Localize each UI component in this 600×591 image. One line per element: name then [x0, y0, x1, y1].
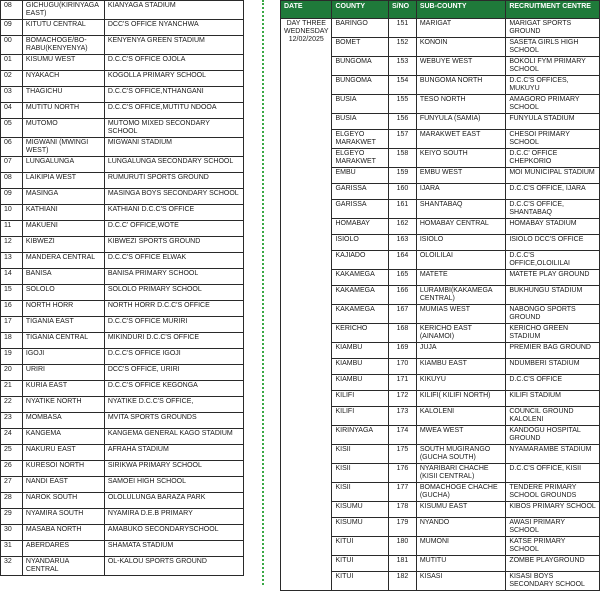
sub-county-cell: MUMONI	[416, 537, 505, 556]
serial-number-cell: 172	[389, 391, 417, 407]
sub-county-cell: EMBU WEST	[416, 168, 505, 184]
recruitment-centre-cell: KIBOS PRIMARY SCHOOL	[506, 502, 600, 518]
recruitment-centre-cell: KERICHO GREEN STADIUM	[506, 324, 600, 343]
sub-county-cell: KITUTU CENTRAL	[22, 20, 104, 36]
table-row	[1, 20, 244, 36]
sub-county-cell: BANISA	[22, 269, 104, 285]
recruitment-centre-cell: MVITA SPORTS GROUNDS	[104, 413, 243, 429]
sub-county-cell: NYARIBARI CHACHE (KISII CENTRAL)	[416, 464, 505, 483]
page-divider	[262, 0, 264, 585]
table-row	[1, 221, 244, 237]
recruitment-centre-cell: D.C.C'S OFFICE,OLOILILAI	[506, 251, 600, 270]
recruitment-centre-cell: MIKINDURI D.C.C'S OFFICE	[104, 333, 243, 349]
sub-county-cell: MIGWANI (MWINGI WEST)	[22, 138, 104, 157]
sub-county-cell: KIKUYU	[416, 375, 505, 391]
row-number: 17	[1, 317, 23, 333]
sub-county-cell: URIRI	[22, 365, 104, 381]
sub-county-cell: TIGANIA EAST	[22, 317, 104, 333]
row-number: 13	[1, 253, 23, 269]
sub-county-cell: IGOJI	[22, 349, 104, 365]
recruitment-centre-cell: NYAMIRA D.E.B PRIMARY	[104, 509, 243, 525]
sub-county-cell: NANDI EAST	[22, 477, 104, 493]
recruitment-centre-cell: OLOLULUNGA BARAZA PARK	[104, 493, 243, 509]
table-row	[1, 381, 244, 397]
row-number: 01	[1, 55, 23, 71]
recruitment-centre-cell: AFRAHA STADIUM	[104, 445, 243, 461]
sub-county-cell: MASABA NORTH	[22, 525, 104, 541]
row-number: 26	[1, 461, 23, 477]
recruitment-centre-cell: KILIFI STADIUM	[506, 391, 600, 407]
recruitment-centre-cell: D.C.C'S OFFICE ELWAK	[104, 253, 243, 269]
recruitment-centre-cell: MIGWANI STADIUM	[104, 138, 243, 157]
row-number: 31	[1, 541, 23, 557]
table-row	[1, 541, 244, 557]
recruitment-centre-cell: ISIOLO DCC'S OFFICE	[506, 235, 600, 251]
serial-number-cell: 154	[389, 76, 417, 95]
recruitment-centre-cell: SOLOLO PRIMARY SCHOOL	[104, 285, 243, 301]
row-number: 15	[1, 285, 23, 301]
recruitment-centre-cell: D.C.C'S OFFICE IGOJI	[104, 349, 243, 365]
recruitment-centre-cell: BANISA PRIMARY SCHOOL	[104, 269, 243, 285]
table-row	[1, 1, 244, 20]
county-cell: ELGEYO MARAKWET	[332, 149, 389, 168]
sub-county-cell: KISASI	[416, 572, 505, 591]
table-row	[1, 333, 244, 349]
recruitment-centre-cell: KIANYAGA STADIUM	[104, 1, 243, 20]
table-row	[1, 237, 244, 253]
recruitment-centre-cell: D.C.C'S OFFICE, SHANTABAQ	[506, 200, 600, 219]
table-row	[1, 461, 244, 477]
sub-county-cell: MOMBASA	[22, 413, 104, 429]
sub-county-cell: FUNYULA (SAMIA)	[416, 114, 505, 130]
table-row	[1, 55, 244, 71]
county-cell: KAKAMEGA	[332, 270, 389, 286]
recruitment-centre-cell: ZOMBE PLAYGROUND	[506, 556, 600, 572]
recruitment-centre-cell: KOGOLLA PRIMARY SCHOOL	[104, 71, 243, 87]
table-row	[1, 87, 244, 103]
county-cell: KISII	[332, 483, 389, 502]
recruitment-centre-cell: BUKHUNGU STADIUM	[506, 286, 600, 305]
county-cell: ELGEYO MARAKWET	[332, 130, 389, 149]
table-row	[1, 413, 244, 429]
row-number: 00	[1, 36, 23, 55]
table-row	[1, 205, 244, 221]
county-cell: KISUMU	[332, 502, 389, 518]
county-cell: KIRINYAGA	[332, 426, 389, 445]
sub-county-cell: GICHUGU(KIRINYAGA EAST)	[22, 1, 104, 20]
row-number: 10	[1, 205, 23, 221]
recruitment-centre-cell: OL-KALOU SPORTS GROUND	[104, 557, 243, 576]
county-cell: KILIFI	[332, 391, 389, 407]
sub-county-cell: NYANDO	[416, 518, 505, 537]
sub-county-cell: BOMACHOGE CHACHE (GUCHA)	[416, 483, 505, 502]
county-cell: KAJIADO	[332, 251, 389, 270]
recruitment-centre-cell: KATHIANI D.C.C'S OFFICE	[104, 205, 243, 221]
recruitment-centre-cell: D.C.C'S OFFICES, MUKUYU	[506, 76, 600, 95]
recruitment-centre-cell: SHAMATA STADIUM	[104, 541, 243, 557]
sub-county-cell: KATHIANI	[22, 205, 104, 221]
sub-county-cell: MARAKWET EAST	[416, 130, 505, 149]
recruitment-centre-cell: HOMABAY STADIUM	[506, 219, 600, 235]
sub-county-cell: BOMACHOGE/BO-RABU(KENYENYA)	[22, 36, 104, 55]
sub-county-cell: KALOLENI	[416, 407, 505, 426]
county-cell: GARISSA	[332, 200, 389, 219]
recruitment-centre-cell: D.C.C'S OFFICE,MUTITU NDOOA	[104, 103, 243, 119]
sub-county-cell: NYAKACH	[22, 71, 104, 87]
table-header-row	[281, 1, 600, 19]
recruitment-centre-cell: MATETE PLAY GROUND	[506, 270, 600, 286]
serial-number-cell: 181	[389, 556, 417, 572]
serial-number-cell: 177	[389, 483, 417, 502]
recruitment-centre-cell: D.C.C' OFFICE,WOTE	[104, 221, 243, 237]
row-number: 14	[1, 269, 23, 285]
serial-number-cell: 151	[389, 19, 417, 38]
recruitment-centre-cell: KENYENYA GREEN STADIUM	[104, 36, 243, 55]
table-row	[1, 189, 244, 205]
recruitment-centre-cell: KANDOGU HOSPITAL GROUND	[506, 426, 600, 445]
county-cell: KITUI	[332, 537, 389, 556]
recruitment-centre-cell: D.C.C'S OFFICE, KISII	[506, 464, 600, 483]
row-number: 09	[1, 189, 23, 205]
table-row	[1, 173, 244, 189]
sub-county-cell: NAROK SOUTH	[22, 493, 104, 509]
header-sno: S/NO	[389, 1, 417, 19]
row-number: 07	[1, 157, 23, 173]
sub-county-cell: HOMABAY CENTRAL	[416, 219, 505, 235]
sub-county-cell: ABERDARES	[22, 541, 104, 557]
serial-number-cell: 159	[389, 168, 417, 184]
serial-number-cell: 169	[389, 343, 417, 359]
sub-county-cell: MATETE	[416, 270, 505, 286]
recruitment-centre-cell: KANGEMA GENERAL KAGO STADIUM	[104, 429, 243, 445]
recruitment-centre-cell: FUNYULA STADIUM	[506, 114, 600, 130]
sub-county-cell: SHANTABAQ	[416, 200, 505, 219]
header-sub-county: SUB-COUNTY	[416, 1, 505, 19]
county-cell: EMBU	[332, 168, 389, 184]
sub-county-cell: SOLOLO	[22, 285, 104, 301]
recruitment-centre-cell: KIBWEZI SPORTS GROUND	[104, 237, 243, 253]
sub-county-cell: TIGANIA CENTRAL	[22, 333, 104, 349]
sub-county-cell: MAKUENI	[22, 221, 104, 237]
left-table-panel	[0, 0, 244, 576]
county-cell: KIAMBU	[332, 359, 389, 375]
serial-number-cell: 167	[389, 305, 417, 324]
recruitment-centre-cell: LUNGALUNGA SECONDARY SCHOOL	[104, 157, 243, 173]
row-number: 20	[1, 365, 23, 381]
table-row	[1, 509, 244, 525]
recruitment-centre-cell: RUMURUTI SPORTS GROUND	[104, 173, 243, 189]
serial-number-cell: 176	[389, 464, 417, 483]
serial-number-cell: 152	[389, 38, 417, 57]
sub-county-cell: OLOILILAI	[416, 251, 505, 270]
sub-county-cell: KURIA EAST	[22, 381, 104, 397]
table-row	[1, 365, 244, 381]
serial-number-cell: 174	[389, 426, 417, 445]
table-row	[1, 557, 244, 576]
serial-number-cell: 162	[389, 219, 417, 235]
county-cell: KISUMU	[332, 518, 389, 537]
table-row	[1, 493, 244, 509]
row-number: 22	[1, 397, 23, 413]
sub-county-cell: TESO NORTH	[416, 95, 505, 114]
table-row	[1, 71, 244, 87]
recruitment-centre-cell: BOKOLI FYM PRIMARY SCHOOL	[506, 57, 600, 76]
row-number: 18	[1, 333, 23, 349]
sub-county-cell: KIAMBU EAST	[416, 359, 505, 375]
county-cell: KITUI	[332, 556, 389, 572]
serial-number-cell: 157	[389, 130, 417, 149]
sub-county-cell: KURESOI NORTH	[22, 461, 104, 477]
recruitment-centre-cell: NYATIKE D.C.C'S OFFICE,	[104, 397, 243, 413]
sub-county-cell: NYAMIRA SOUTH	[22, 509, 104, 525]
recruitment-centre-cell: MASINGA BOYS SECONDARY SCHOOL	[104, 189, 243, 205]
sub-county-cell: KANGEMA	[22, 429, 104, 445]
serial-number-cell: 173	[389, 407, 417, 426]
sub-county-cell: SOUTH MUGIRANGO (GUCHA SOUTH)	[416, 445, 505, 464]
county-cell: ISIOLO	[332, 235, 389, 251]
header-recruitment-centre: RECRUITMENT CENTRE	[506, 1, 600, 19]
sub-county-cell: MUMIAS WEST	[416, 305, 505, 324]
county-cell: KISII	[332, 464, 389, 483]
sub-county-cell: LAIKIPIA WEST	[22, 173, 104, 189]
table-row	[1, 397, 244, 413]
serial-number-cell: 182	[389, 572, 417, 591]
header-date: DATE	[281, 1, 332, 19]
sub-county-cell: NYATIKE NORTH	[22, 397, 104, 413]
row-number: 06	[1, 138, 23, 157]
row-number: 03	[1, 87, 23, 103]
recruitment-centre-cell: D.C.C'S OFFICE	[506, 375, 600, 391]
county-cell: KAKAMEGA	[332, 286, 389, 305]
recruitment-centre-cell: MOI MUNICIPAL STADIUM	[506, 168, 600, 184]
serial-number-cell: 166	[389, 286, 417, 305]
recruitment-centre-cell: TENDERE PRIMARY SCHOOL GROUNDS	[506, 483, 600, 502]
recruitment-centre-cell: SASETA GIRLS HIGH SCHOOL	[506, 38, 600, 57]
county-cell: KISII	[332, 445, 389, 464]
county-cell: BUSIA	[332, 114, 389, 130]
serial-number-cell: 168	[389, 324, 417, 343]
serial-number-cell: 179	[389, 518, 417, 537]
serial-number-cell: 170	[389, 359, 417, 375]
row-number: 28	[1, 493, 23, 509]
row-number: 16	[1, 301, 23, 317]
recruitment-centre-cell: COUNCIL GROUND KALOLENI	[506, 407, 600, 426]
sub-county-cell: KEIYO SOUTH	[416, 149, 505, 168]
recruitment-centre-cell: AWASI PRIMARY SCHOOL	[506, 518, 600, 537]
sub-county-cell: KERICHO EAST (AINAMOI)	[416, 324, 505, 343]
row-number: 32	[1, 557, 23, 576]
serial-number-cell: 161	[389, 200, 417, 219]
sub-county-cell: MWEA WEST	[416, 426, 505, 445]
row-number: 24	[1, 429, 23, 445]
row-number: 04	[1, 103, 23, 119]
serial-number-cell: 175	[389, 445, 417, 464]
date-cell: DAY THREE WEDNESDAY 12/02/2025	[281, 19, 332, 591]
county-cell: KERICHO	[332, 324, 389, 343]
sub-county-cell: KISUMU EAST	[416, 502, 505, 518]
recruitment-centre-cell: D.C.C'S OFFICE OJOLA	[104, 55, 243, 71]
recruitment-centre-cell: KISASI BOYS SECONDARY SCHOOL	[506, 572, 600, 591]
county-cell: KITUI	[332, 572, 389, 591]
table-row	[1, 157, 244, 173]
serial-number-cell: 155	[389, 95, 417, 114]
table-row	[1, 36, 244, 55]
serial-number-cell: 163	[389, 235, 417, 251]
row-number: 02	[1, 71, 23, 87]
right-recruitment-table	[280, 0, 600, 591]
recruitment-centre-cell: D.C.C'S OFFICE MURIRI	[104, 317, 243, 333]
table-row	[1, 317, 244, 333]
right-table-panel	[280, 0, 600, 591]
serial-number-cell: 156	[389, 114, 417, 130]
recruitment-centre-cell: D.C.C'S OFFICE,NTHANGANI	[104, 87, 243, 103]
header-county: COUNTY	[332, 1, 389, 19]
recruitment-centre-cell: NORTH HORR D.C.C'S OFFICE	[104, 301, 243, 317]
table-row	[1, 138, 244, 157]
sub-county-cell: LUNGALUNGA	[22, 157, 104, 173]
recruitment-centre-cell: NDUMBERI STADIUM	[506, 359, 600, 375]
recruitment-centre-cell: DCC'S OFFICE NYANCHWA	[104, 20, 243, 36]
county-cell: BUSIA	[332, 95, 389, 114]
sub-county-cell: WEBUYE WEST	[416, 57, 505, 76]
serial-number-cell: 164	[389, 251, 417, 270]
row-number: 30	[1, 525, 23, 541]
sub-county-cell: NORTH HORR	[22, 301, 104, 317]
sub-county-cell: BUNGOMA NORTH	[416, 76, 505, 95]
sub-county-cell: MARIGAT	[416, 19, 505, 38]
recruitment-centre-cell: AMABUKO SECONDARYSCHOOL	[104, 525, 243, 541]
serial-number-cell: 165	[389, 270, 417, 286]
sub-county-cell: KISUMU WEST	[22, 55, 104, 71]
table-row	[1, 301, 244, 317]
sub-county-cell: NAKURU EAST	[22, 445, 104, 461]
row-number: 25	[1, 445, 23, 461]
sub-county-cell: ISIOLO	[416, 235, 505, 251]
recruitment-centre-cell: D.C.C'S OFFICE KEGONGA	[104, 381, 243, 397]
table-row	[1, 477, 244, 493]
table-row	[1, 429, 244, 445]
recruitment-centre-cell: D.C.C' OFFICE CHEPKORIO	[506, 149, 600, 168]
row-number: 12	[1, 237, 23, 253]
sub-county-cell: MUTITU NORTH	[22, 103, 104, 119]
table-row	[1, 103, 244, 119]
table-row	[1, 349, 244, 365]
sub-county-cell: NYANDARUA CENTRAL	[22, 557, 104, 576]
row-number: 08	[1, 1, 23, 20]
sub-county-cell: MUTITU	[416, 556, 505, 572]
recruitment-centre-cell: KATSE PRIMARY SCHOOL	[506, 537, 600, 556]
serial-number-cell: 180	[389, 537, 417, 556]
serial-number-cell: 178	[389, 502, 417, 518]
sub-county-cell: KILIFI( KILIFI NORTH)	[416, 391, 505, 407]
serial-number-cell: 153	[389, 57, 417, 76]
serial-number-cell: 160	[389, 184, 417, 200]
sub-county-cell: IJARA	[416, 184, 505, 200]
row-number: 21	[1, 381, 23, 397]
table-row	[1, 253, 244, 269]
recruitment-centre-cell: NYAMARAMBE STADIUM	[506, 445, 600, 464]
sub-county-cell: MANDERA CENTRAL	[22, 253, 104, 269]
county-cell: BARINGO	[332, 19, 389, 38]
recruitment-centre-cell: SAMOEI HIGH SCHOOL	[104, 477, 243, 493]
county-cell: HOMABAY	[332, 219, 389, 235]
sub-county-cell: MASINGA	[22, 189, 104, 205]
recruitment-centre-cell: AMAGORO PRIMARY SCHOOL	[506, 95, 600, 114]
county-cell: BUNGOMA	[332, 57, 389, 76]
row-number: 05	[1, 119, 23, 138]
table-row	[1, 445, 244, 461]
sub-county-cell: LURAMBI(KAKAMEGA CENTRAL)	[416, 286, 505, 305]
county-cell: KAKAMEGA	[332, 305, 389, 324]
sub-county-cell: THAGICHU	[22, 87, 104, 103]
county-cell: GARISSA	[332, 184, 389, 200]
row-number: 23	[1, 413, 23, 429]
sub-county-cell: MUTOMO	[22, 119, 104, 138]
row-number: 29	[1, 509, 23, 525]
county-cell: BUNGOMA	[332, 76, 389, 95]
sub-county-cell: KIBWEZI	[22, 237, 104, 253]
row-number: 09	[1, 20, 23, 36]
recruitment-centre-cell: D.C.C'S OFFICE, IJARA	[506, 184, 600, 200]
row-number: 27	[1, 477, 23, 493]
recruitment-centre-cell: SIRIKWA PRIMARY SCHOOL	[104, 461, 243, 477]
recruitment-centre-cell: MARIGAT SPORTS GROUND	[506, 19, 600, 38]
county-cell: KIAMBU	[332, 375, 389, 391]
sub-county-cell: JUJA	[416, 343, 505, 359]
serial-number-cell: 171	[389, 375, 417, 391]
county-cell: KIAMBU	[332, 343, 389, 359]
row-number: 19	[1, 349, 23, 365]
table-row	[1, 119, 244, 138]
table-row	[1, 525, 244, 541]
recruitment-centre-cell: CHESOI PRIMARY SCHOOL	[506, 130, 600, 149]
row-number: 08	[1, 173, 23, 189]
county-cell: BOMET	[332, 38, 389, 57]
left-recruitment-table	[0, 0, 244, 576]
recruitment-centre-cell: DCC'S OFFICE, URIRI	[104, 365, 243, 381]
recruitment-centre-cell: NABONGO SPORTS GROUND	[506, 305, 600, 324]
recruitment-centre-cell: MUTOMO MIXED SECONDARY SCHOOL	[104, 119, 243, 138]
table-row	[1, 269, 244, 285]
table-row	[1, 285, 244, 301]
table-row	[281, 19, 600, 38]
sub-county-cell: KONOIN	[416, 38, 505, 57]
row-number: 11	[1, 221, 23, 237]
serial-number-cell: 158	[389, 149, 417, 168]
county-cell: KILIFI	[332, 407, 389, 426]
recruitment-centre-cell: PREMIER BAG GROUND	[506, 343, 600, 359]
